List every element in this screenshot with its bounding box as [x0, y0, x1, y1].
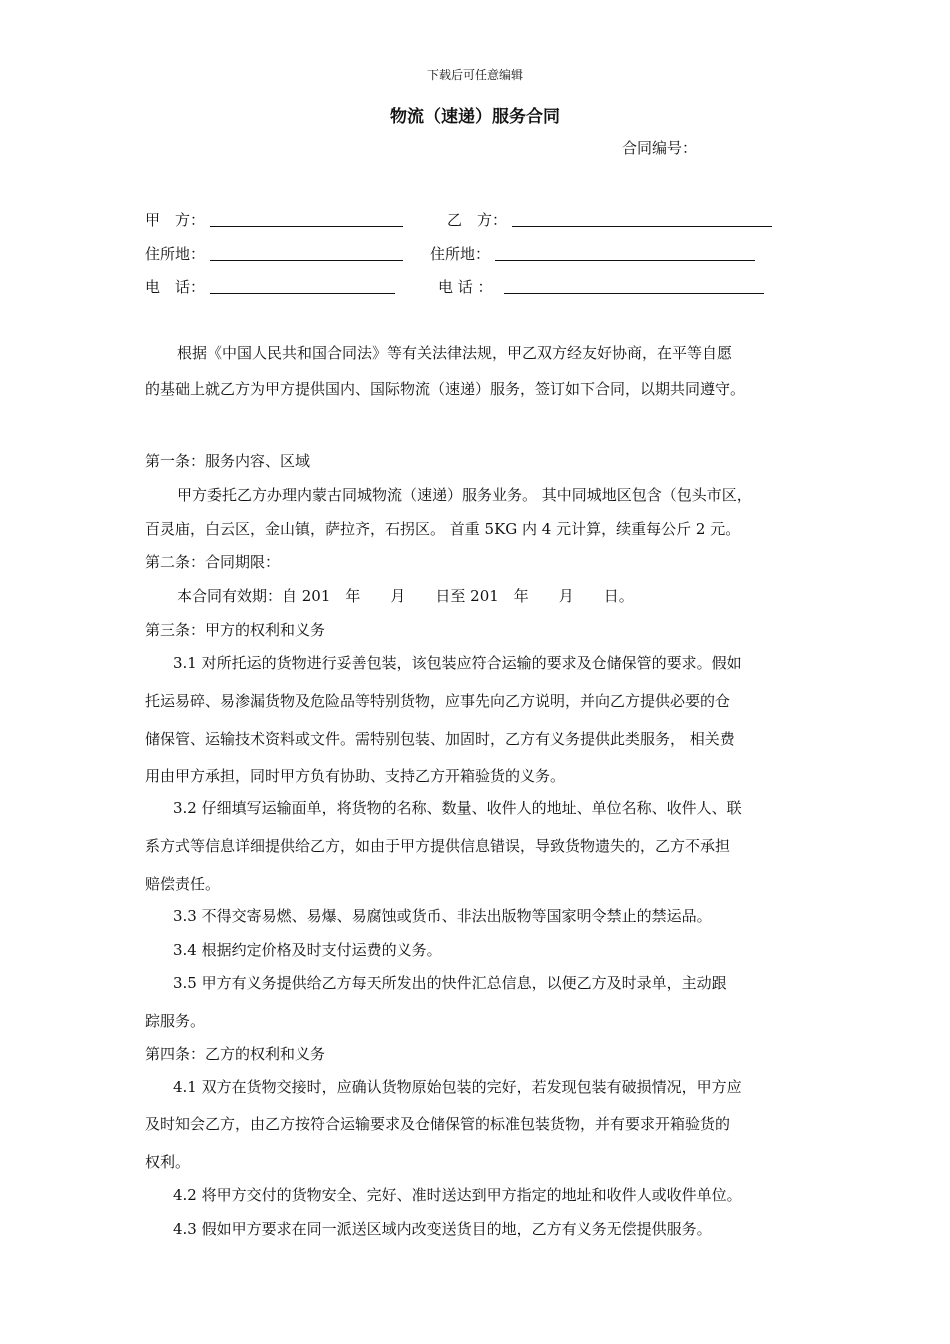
phone-b-field[interactable] [504, 293, 764, 294]
address-b-label: 住所地： [430, 245, 491, 263]
body-line: 用由甲方承担，同时甲方负有协助、支持乙方开箱验货的义务。 [145, 767, 566, 785]
body-line: 3.1 对所托运的货物进行妥善包装，该包装应符合运输的要求及仓储保管的要求。假如 [173, 654, 742, 672]
article-3-heading: 第三条：甲方的权利和义务 [145, 621, 326, 639]
body-line: 百灵庙，白云区，金山镇，萨拉齐，石拐区。 首重 5KG 内 4 元计算，续重每公斤 2 元。 [145, 520, 741, 538]
body-line: 3.4 根据约定价格及时支付运费的义务。 [173, 941, 442, 959]
body-line: 托运易碎、易渗漏货物及危险品等特别货物，应事先向乙方说明，并向乙方提供必要的仓 [145, 692, 731, 710]
header-note: 下载后可任意编辑 [426, 68, 523, 82]
preamble-line: 根据《中国人民共和国合同法》等有关法律法规，甲乙双方经友好协商，在平等自愿 [177, 344, 733, 362]
page-title: 物流（速递）服务合同 [390, 107, 560, 127]
body-line: 踪服务。 [145, 1012, 206, 1030]
body-line: 本合同有效期：自 201 年 月 日至 201 年 月 日。 [177, 587, 634, 605]
body-line: 3.5 甲方有义务提供给乙方每天所发出的快件汇总信息，以便乙方及时录单，主动跟 [173, 974, 727, 992]
body-line: 权利。 [145, 1153, 191, 1171]
body-line: 4.1 双方在货物交接时，应确认货物原始包装的完好，若发现包装有破损情况，甲方应 [173, 1078, 742, 1096]
address-a-field[interactable] [210, 260, 403, 261]
phone-a-label: 电 话： [145, 278, 206, 296]
article-1-heading: 第一条：服务内容、区域 [145, 452, 311, 470]
article-4-heading: 第四条：乙方的权利和义务 [145, 1045, 326, 1063]
address-b-field[interactable] [495, 260, 755, 261]
party-a-label: 甲 方： [145, 211, 206, 229]
phone-b-label: 电 话 ： [438, 278, 493, 296]
body-line: 3.3 不得交寄易燃、易爆、易腐蚀或货币、非法出版物等国家明令禁止的禁运品。 [173, 907, 712, 925]
article-2-heading: 第二条：合同期限： [145, 553, 281, 571]
body-line: 及时知会乙方，由乙方按符合运输要求及仓储保管的标准包装货物，并有要求开箱验货的 [145, 1115, 731, 1133]
preamble-line: 的基础上就乙方为甲方提供国内、国际物流（速递）服务，签订如下合同，以期共同遵守。 [145, 380, 746, 398]
body-line: 甲方委托乙方办理内蒙古同城物流（速递）服务业务。 其中同城地区包含（包头市区， [177, 486, 752, 504]
address-a-label: 住所地： [145, 245, 206, 263]
body-line: 4.3 假如甲方要求在同一派送区域内改变送货目的地，乙方有义务无偿提供服务。 [173, 1220, 712, 1238]
body-line: 赔偿责任。 [145, 875, 221, 893]
contract-number-label: 合同编号： [622, 139, 698, 157]
party-b-label: 乙 方： [447, 211, 508, 229]
party-b-field[interactable] [512, 226, 772, 227]
body-line: 储保管、运输技术资料或文件。需特别包装、加固时，乙方有义务提供此类服务， 相关费 [145, 730, 735, 748]
body-line: 系方式等信息详细提供给乙方，如由于甲方提供信息错误，导致货物遗失的，乙方不承担 [145, 837, 731, 855]
body-line: 4.2 将甲方交付的货物安全、完好、准时送达到甲方指定的地址和收件人或收件单位。 [173, 1186, 742, 1204]
body-line: 3.2 仔细填写运输面单，将货物的名称、数量、收件人的地址、单位名称、收件人、联 [173, 799, 742, 817]
party-a-field[interactable] [210, 226, 403, 227]
phone-a-field[interactable] [210, 293, 395, 294]
